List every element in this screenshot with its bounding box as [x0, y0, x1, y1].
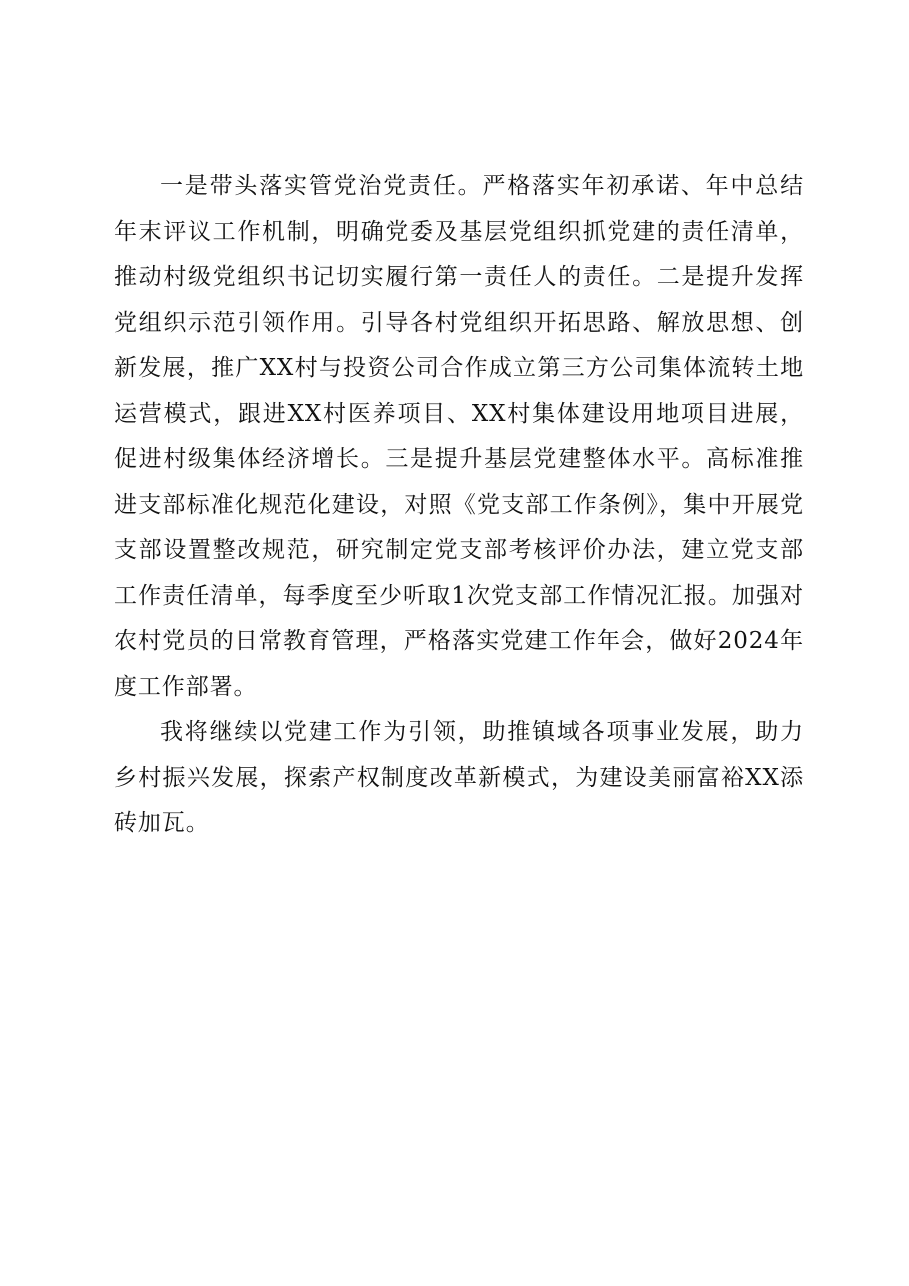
paragraph-2: 我将继续以党建工作为引领，助推镇域各项事业发展，助力乡村振兴发展，探索产权制度改革新模式，为建设美丽富裕XX添砖加瓦。 [114, 719, 804, 836]
paragraph-1: 一是带头落实管党治党责任。严格落实年初承诺、年中总结年末评议工作机制，明确党委及基层党组织抓党建的责任清单，推动村级党组织书记切实履行第一责任人的责任。二是提升发挥党组织示范引领作用。引导各村党组织开拓思路、解放思想、创新发展，推广XX村与投资公司合作成立第三方公司集体流转土地运营模式，跟进XX村医养项目、XX村集体建设用地项目进展，促进村级集体经济增长。三是提升基层党建整体水平。高标准推进支部标准化规范化建设，对照《党支部工作条例》，集中开展党支部设置整改规范，研究制定党支部考核评价办法，建立党支部工作责任清单，每季度至少听取1次党支部工作情况汇报。加强对农村党员的日常教育管理，严格落实党建工作年会，做好2024年度工作部署。 [114, 173, 804, 700]
document-body [114, 164, 804, 847]
